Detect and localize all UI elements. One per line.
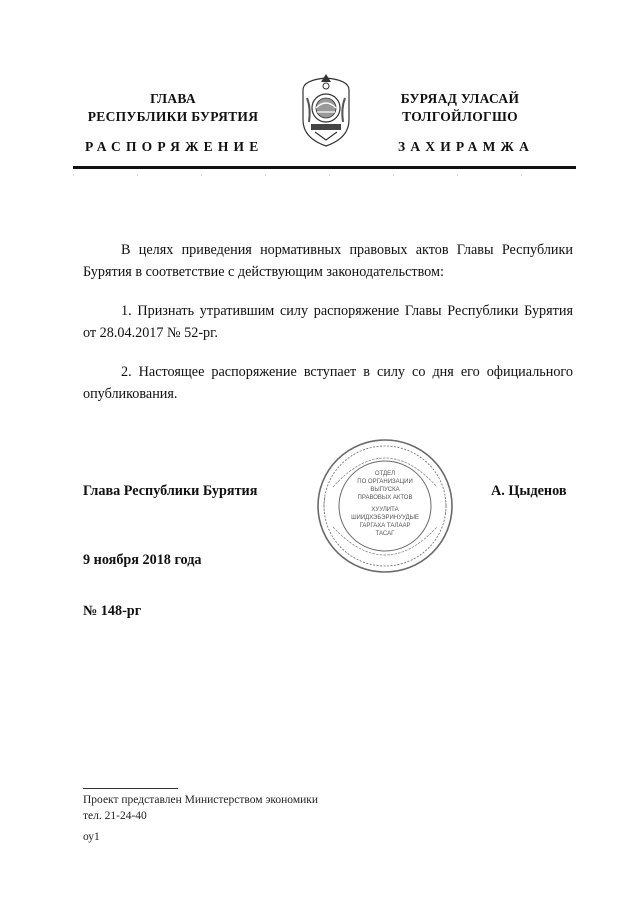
header-right-line2: ТОЛГОЙЛОГШО (402, 109, 518, 124)
doc-type-bua: ЗАХИРАМЖА (398, 139, 535, 154)
header-left-line2: РЕСПУБЛИКИ БУРЯТИЯ (87, 109, 259, 124)
body-paragraph-1: В целях приведения нормативных правовых актов Главы Республики Бурятия в соответствие с действующим законодательством: (83, 242, 573, 280)
body-paragraph-2: 1. Признать утратившим силу распоряжение Главы Республики Бурятия от 28.04.2017 № 52-рг. (83, 303, 573, 341)
document-date: 9 ноября 2018 года (83, 552, 202, 568)
header-left-block (82, 90, 264, 126)
signatory-name: А. Цыденов (491, 483, 567, 499)
seal-line-1: ОТДЕЛ (374, 471, 396, 477)
header-left-line1: ГЛАВА (150, 91, 196, 106)
seal-line-7: ГАРГАХА ТАЛААР (359, 523, 411, 529)
seal-line-3: ВЫПУСКА (370, 487, 400, 493)
document-number: № 148-рг (83, 603, 142, 619)
seal-line-8: ТАСАГ (375, 531, 395, 537)
seal-line-2: ПО ОРГАНИЗАЦИИ (357, 479, 413, 485)
header-right-block (392, 90, 528, 126)
body-paragraph-3: 2. Настоящее распоряжение вступает в силу со дня его официального опубликования. (83, 364, 573, 402)
footnote-line-1: Проект представлен Министерством экономики (83, 794, 319, 806)
doc-type-ru: РАСПОРЯЖЕНИЕ (85, 139, 264, 154)
footnote-line-2: тел. 21-24-40 (83, 810, 147, 822)
header-dotted-divider (73, 173, 576, 177)
seal-line-4: ПРАВОВЫХ АКТОВ (357, 495, 413, 501)
seal-line-5: ХУУЛИТА (371, 507, 399, 513)
signatory-title: Глава Республики Бурятия (83, 483, 258, 499)
republic-emblem-icon (297, 72, 355, 148)
official-seal-icon (315, 437, 455, 575)
seal-line-6: ШИИДХЭБЭРИНУУДЫЕ (351, 515, 419, 521)
header-right-line1: БУРЯАД УЛАСАЙ (400, 91, 520, 106)
footnote-line-3: оу1 (83, 831, 100, 843)
footnote-divider (83, 788, 178, 789)
header-divider (73, 166, 576, 169)
